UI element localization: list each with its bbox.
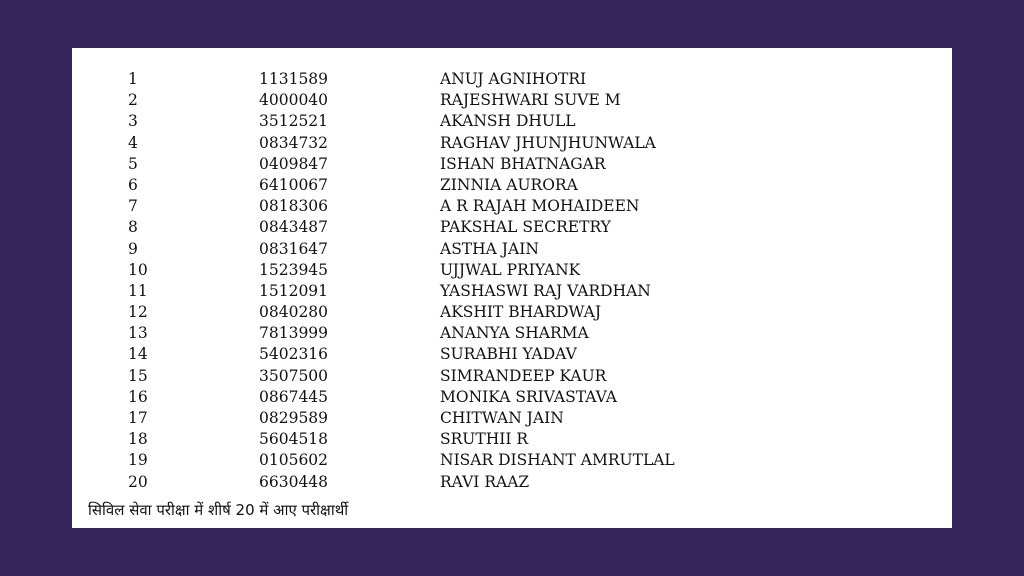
roll-number-cell: 6410067 (259, 175, 329, 194)
roll-number-cell: 0843487 (259, 218, 329, 237)
result-row (72, 196, 952, 217)
result-row (72, 69, 952, 90)
result-row (72, 366, 952, 387)
result-row (72, 302, 952, 323)
result-row (72, 90, 952, 111)
caption: सिविल सेवा परीक्षा में शीर्ष 20 में आए परीक्षार्थी (88, 501, 349, 519)
candidate-name-cell: ISHAN BHATNAGAR (440, 154, 606, 173)
candidate-name-cell: ANANYA SHARMA (440, 324, 589, 343)
result-row (72, 408, 952, 429)
roll-number-cell: 0409847 (259, 154, 329, 173)
result-row (72, 111, 952, 132)
result-row (72, 217, 952, 238)
candidate-name-cell: A R RAJAH MOHAIDEEN (440, 197, 640, 216)
candidate-name-cell: AKANSH DHULL (440, 112, 576, 131)
roll-number-cell: 0105602 (259, 451, 329, 470)
candidate-name-cell: PAKSHAL SECRETRY (440, 218, 611, 237)
roll-number-cell: 0829589 (259, 409, 329, 427)
roll-number-cell: 0834732 (259, 133, 329, 152)
roll-number-cell: 0840280 (259, 303, 329, 322)
rank-cell: 19 (128, 451, 148, 470)
roll-number-cell: 4000040 (259, 91, 329, 110)
roll-number-cell: 5402316 (259, 345, 329, 364)
result-row (72, 429, 952, 450)
results-card (72, 48, 952, 528)
roll-number-cell: 0831647 (259, 239, 329, 258)
rank-cell: 16 (128, 387, 148, 406)
roll-number-cell: 1131589 (259, 70, 329, 88)
candidate-name-cell: SURABHI YADAV (440, 345, 577, 364)
rank-cell: 9 (128, 239, 138, 258)
roll-number-cell: 3512521 (259, 112, 329, 131)
candidate-name-cell: ASTHA JAIN (440, 239, 539, 258)
candidate-name-cell: SRUTHII R (440, 430, 529, 449)
candidate-name-cell: RAVI RAAZ (440, 472, 530, 491)
candidate-name-cell: SIMRANDEEP KAUR (440, 366, 607, 385)
results-list (72, 69, 952, 493)
result-row (72, 239, 952, 260)
roll-number-cell: 3507500 (259, 366, 329, 385)
result-row (72, 472, 952, 493)
rank-cell: 14 (128, 345, 148, 364)
rank-cell: 8 (128, 218, 138, 237)
result-row (72, 175, 952, 196)
rank-cell: 7 (128, 197, 138, 216)
rank-cell: 4 (128, 133, 138, 152)
roll-number-cell: 0867445 (259, 387, 329, 406)
roll-number-cell: 1523945 (259, 260, 329, 279)
roll-number-cell: 5604518 (259, 430, 329, 449)
result-row (72, 133, 952, 154)
candidate-name-cell: YASHASWI RAJ VARDHAN (440, 281, 651, 300)
candidate-name-cell: ANUJ AGNIHOTRI (440, 70, 587, 88)
roll-number-cell: 6630448 (259, 472, 329, 491)
candidate-name-cell: MONIKA SRIVASTAVA (440, 387, 617, 406)
result-row (72, 260, 952, 281)
rank-cell: 3 (128, 112, 138, 131)
candidate-name-cell: UJJWAL PRIYANK (440, 260, 581, 279)
roll-number-cell: 0818306 (259, 197, 329, 216)
roll-number-cell: 1512091 (259, 281, 329, 300)
candidate-name-cell: RAJESHWARI SUVE M (440, 91, 621, 110)
rank-cell: 6 (128, 175, 138, 194)
result-row (72, 281, 952, 302)
rank-cell: 5 (128, 154, 138, 173)
candidate-name-cell: NISAR DISHANT AMRUTLAL (440, 451, 675, 470)
result-row (72, 344, 952, 365)
rank-cell: 1 (128, 70, 138, 88)
result-row (72, 450, 952, 471)
rank-cell: 12 (128, 303, 148, 322)
candidate-name-cell: ZINNIA AURORA (440, 175, 578, 194)
result-row (72, 387, 952, 408)
rank-cell: 11 (128, 281, 148, 300)
rank-cell: 10 (128, 260, 148, 279)
result-row (72, 154, 952, 175)
rank-cell: 20 (128, 472, 148, 491)
candidate-name-cell: RAGHAV JHUNJHUNWALA (440, 133, 656, 152)
roll-number-cell: 7813999 (259, 324, 329, 343)
rank-cell: 15 (128, 366, 148, 385)
rank-cell: 13 (128, 324, 148, 343)
rank-cell: 18 (128, 430, 148, 449)
candidate-name-cell: CHITWAN JAIN (440, 409, 564, 427)
rank-cell: 17 (128, 409, 148, 427)
result-row (72, 323, 952, 344)
candidate-name-cell: AKSHIT BHARDWAJ (440, 303, 602, 322)
rank-cell: 2 (128, 91, 138, 110)
